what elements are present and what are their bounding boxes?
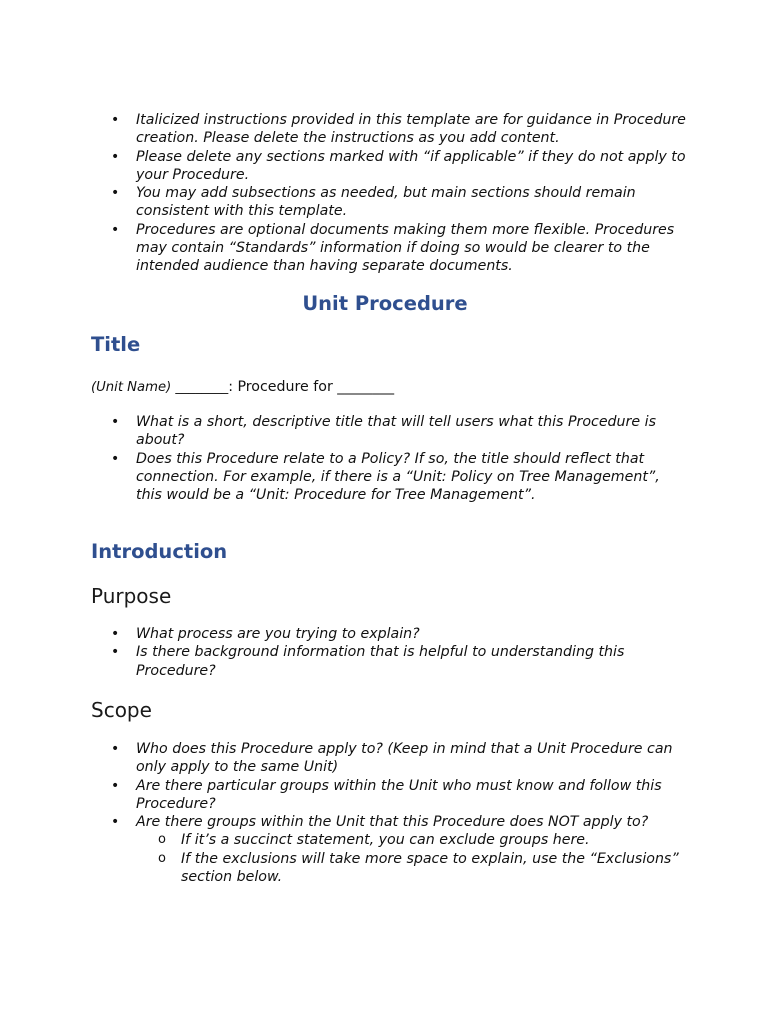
unit-name-placeholder: (Unit Name) ________ [91,380,229,395]
list-item: • Italicized instructions provided in this template are for guidance in Procedure creation. Please delete the instructions as you add content. [111,112,686,147]
bullet-icon: • [111,741,120,757]
procedure-for-placeholder: : Procedure for ________ [228,379,395,395]
scope-sub-list [136,831,690,886]
list-item: • Are there groups within the Unit that this Procedure does NOT apply to? o If it’s a succinct statement, you can exclude groups here. o If the exclusions will take more space to explain, use the “Exclusions” section below. [0,813,770,886]
bullet-icon: • [111,148,120,165]
list-item: • Procedures are optional documents making them more flexible. Procedures may contain “Standards” information if doing so would be clearer to the intended audience than having separate documents. [111,221,675,275]
title-guidance-list [0,413,770,504]
list-item: • Does this Procedure relate to a Policy? If so, the title should reflect that connection. For example, if there is a “Unit: Policy on Tree Management”, this would be a “Unit: Procedure for Tree Management”. [111,450,660,504]
purpose-heading: Purpose [91,584,172,608]
bullet-icon: • [111,777,120,794]
circle-bullet-icon: o [158,850,166,866]
scope-heading: Scope [91,698,152,722]
introduction-heading: Introduction [91,540,228,563]
title-heading: Title [91,333,141,356]
unit-title-line [91,379,394,395]
document-title: Unit Procedure [302,292,468,315]
list-item: • What process are you trying to explain? [111,626,420,642]
sub-list-item: o If it’s a succinct statement, you can exclude groups here. [158,832,590,849]
sub-list-item: o If the exclusions will take more space to explain, use the “Exclusions” section below. [158,850,679,886]
list-item: • Who does this Procedure apply to? (Keep in mind that a Unit Procedure can only apply to the same Unit) [111,741,673,776]
bullet-icon: • [111,450,120,467]
template-instructions-list [0,111,770,276]
list-item: • You may add subsections as needed, but main sections should remain consistent with this template. [111,185,636,220]
bullet-icon: • [111,414,120,430]
bullet-icon: • [111,112,120,128]
bullet-icon: • [111,185,120,202]
purpose-guidance-list [0,625,770,680]
scope-guidance-list [0,740,770,886]
list-item: • Is there background information that is helpful to understanding this Procedure? [111,644,625,679]
list-item: • Please delete any sections marked with “if applicable” if they do not apply to your Procedure. [111,148,686,183]
list-item: • Are there particular groups within the Unit who must know and follow this Procedure? [111,777,662,812]
bullet-icon: • [111,626,120,642]
bullet-icon: • [111,814,120,831]
circle-bullet-icon: o [158,832,166,848]
bullet-icon: • [111,644,120,661]
list-item: • What is a short, descriptive title that will tell users what this Procedure is about? [111,414,656,449]
bullet-icon: • [111,221,120,238]
